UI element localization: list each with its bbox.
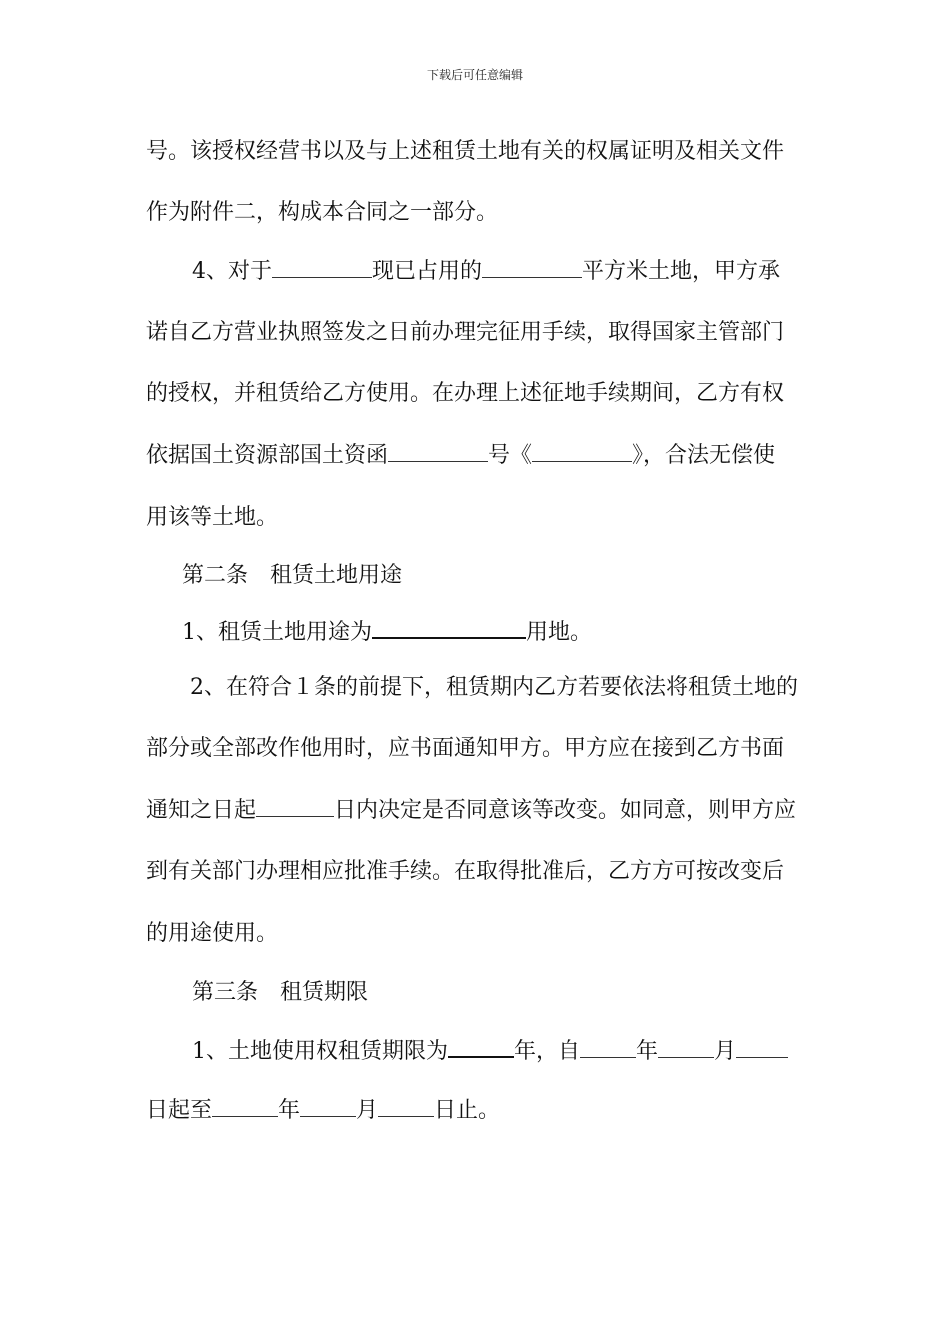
text: 4、对于 — [192, 259, 272, 284]
page-header: 下载后可任意编辑 — [426, 68, 523, 82]
clause-1-line — [182, 617, 592, 648]
text: 》，合法无偿使 — [632, 443, 776, 468]
text: 通知之日起 — [146, 798, 257, 823]
blank-field[interactable] — [372, 617, 526, 639]
text: 平方米土地，甲方承 — [582, 259, 781, 284]
blank-field[interactable] — [448, 1036, 514, 1058]
text: 依据国土资源部国土资函 — [146, 443, 389, 468]
blank-field[interactable] — [580, 1037, 636, 1058]
clause-2-line — [190, 673, 798, 703]
blank-field[interactable] — [482, 257, 582, 278]
text: 到有关部门办理相应批准手续。在取得批准后，乙方方可按改变后 — [146, 859, 785, 884]
text: 1、土地使用权租赁期限为 — [192, 1039, 448, 1064]
text: 1、租赁土地用途为 — [182, 620, 372, 645]
paragraph-line — [146, 318, 784, 348]
text: 月 — [714, 1039, 737, 1064]
term-line — [192, 1036, 788, 1067]
paragraph-line — [146, 198, 498, 228]
paragraph-line — [146, 441, 775, 471]
blank-field[interactable] — [736, 1037, 788, 1058]
blank-field[interactable] — [212, 1096, 278, 1117]
text: 第二条 租赁土地用途 — [182, 563, 403, 588]
blank-field[interactable] — [272, 257, 372, 278]
blank-field[interactable] — [388, 441, 488, 462]
paragraph-line — [146, 137, 784, 167]
text: 日起至 — [146, 1098, 213, 1123]
blank-field[interactable] — [532, 441, 632, 462]
text: 月 — [356, 1098, 379, 1123]
text: 年 — [278, 1098, 301, 1123]
text: 诺自乙方营业执照签发之日前办理完征用手续，取得国家主管部门 — [146, 320, 785, 345]
paragraph-line — [146, 379, 784, 409]
paragraph-line — [146, 857, 784, 887]
text: 日止。 — [434, 1098, 501, 1123]
text: 的用途使用。 — [146, 921, 279, 946]
text: 号《 — [488, 443, 533, 468]
text: 部分或全部改作他用时，应书面通知甲方。甲方应在接到乙方书面 — [146, 736, 785, 761]
text: 用该等土地。 — [146, 505, 279, 530]
blank-field[interactable] — [300, 1096, 356, 1117]
paragraph-line — [146, 796, 796, 826]
clause-4-line — [192, 257, 780, 287]
blank-field[interactable] — [658, 1037, 714, 1058]
paragraph-line — [146, 503, 278, 533]
text: 现已占用的 — [372, 259, 483, 284]
paragraph-line — [146, 919, 278, 949]
term-line — [146, 1096, 500, 1126]
text: 日内决定是否同意该等改变。如同意，则甲方应 — [334, 798, 797, 823]
blank-field[interactable] — [378, 1096, 434, 1117]
text: 第三条 租赁期限 — [192, 980, 369, 1005]
text: 2、在符合１条的前提下，租赁期内乙方若要依法将租赁土地的 — [190, 675, 798, 700]
text: 作为附件二，构成本合同之一部分。 — [146, 200, 499, 225]
text: 的授权，并租赁给乙方使用。在办理上述征地手续期间，乙方有权 — [146, 381, 785, 406]
article-heading — [182, 561, 402, 591]
text: 年 — [636, 1039, 659, 1064]
text: 号。该授权经营书以及与上述租赁土地有关的权属证明及相关文件 — [146, 139, 785, 164]
article-heading — [192, 978, 368, 1008]
blank-field[interactable] — [256, 796, 334, 817]
text: 用地。 — [526, 620, 593, 645]
text: 年，自 — [514, 1039, 581, 1064]
paragraph-line — [146, 734, 784, 764]
